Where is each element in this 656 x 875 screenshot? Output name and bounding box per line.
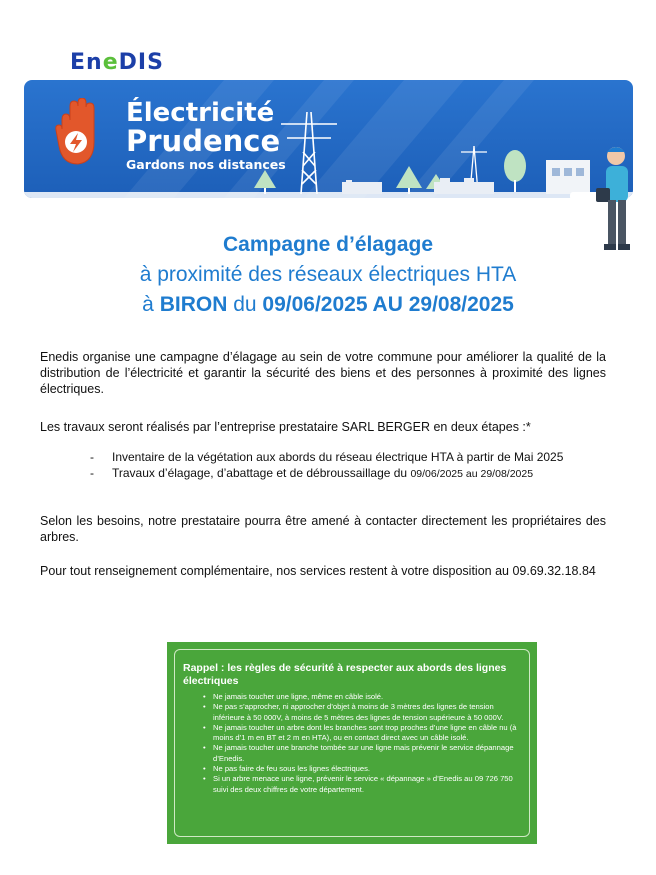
- contact-paragraph: Pour tout renseignement complémentaire, nos services restent à votre disposition au 09.69.32.18.84: [40, 564, 596, 578]
- list-item: • Ne pas faire de feu sous les lignes électriques.: [207, 764, 519, 774]
- campaign-heading: [0, 230, 656, 320]
- hand-stop-icon: [54, 98, 102, 166]
- banner-title-line2: Prudence: [126, 124, 281, 158]
- list-item: - Travaux d’élagage, d’abattage et de débroussaillage du 09/06/2025 au 29/08/2025: [90, 465, 534, 480]
- building-icon: [434, 178, 494, 194]
- list-item: - Inventaire de la végétation aux abords du réseau électrique HTA à partir de Mai 2025: [90, 450, 564, 464]
- tree-icon: [502, 150, 528, 192]
- list-item: • Ne pas s’approcher, ni approcher d’objet à moins de 3 mètres des lignes de tension inférieure à 50 000V, à moins de 5 mètres des lignes de tension supérieure à 50 000V.: [207, 702, 519, 723]
- safety-rules-box: [167, 642, 537, 844]
- heading-line2: à proximité des réseaux électriques HTA: [139, 263, 517, 286]
- list-item: • Ne jamais toucher une branche tombée sur une ligne mais prévenir le service dépannage d’Enedis.: [207, 743, 519, 764]
- banner-subtitle: Gardons nos distances: [126, 157, 286, 172]
- steps-list: [90, 450, 610, 482]
- enedis-logo: EneDIS: [70, 50, 164, 75]
- pylon-icon: [279, 106, 339, 194]
- list-item: • Ne jamais toucher un arbre dont les branches sont trop proches d’une ligne en câble nu (à moins d’1 m en BT et 2 m en HTA), ou en contact direct avec un câble isolé.: [207, 723, 519, 744]
- prudence-banner: [24, 80, 633, 198]
- intro-paragraph: Enedis organise une campagne d’élagage au sein de votre commune pour améliorer la qualité de la distribution de l’électricité et garantir la sécurité des biens et des personnes à proximité des lignes électriques.: [40, 350, 606, 396]
- owners-paragraph: Selon les besoins, notre prestataire pourra être amené à contacter directement les propriétaires des arbres.: [40, 514, 606, 544]
- contractor-paragraph: Les travaux seront réalisés par l’entreprise prestataire SARL BERGER en deux étapes :*: [40, 420, 531, 434]
- building-icon: [342, 180, 382, 194]
- heading-line3: à BIRON du 09/06/2025 AU 29/08/2025: [142, 293, 514, 316]
- list-item: • Si un arbre menace une ligne, prévenir le service « dépannage » d’Enedis au 09 726 750 suivi des deux chiffres de votre département.: [207, 774, 519, 795]
- banner-title: [126, 100, 286, 172]
- heading-line1: Campagne d’élagage: [222, 233, 434, 256]
- list-item: • Ne jamais toucher une ligne, même en câble isolé.: [207, 692, 519, 702]
- tree-icon: [254, 170, 276, 194]
- tree-icon: [396, 166, 422, 194]
- safety-rules-list: [183, 692, 519, 795]
- banner-title-line1: Électricité: [126, 98, 275, 128]
- safety-rules-title: Rappel : les règles de sécurité à respecter aux abords des lignes électriques: [183, 662, 507, 687]
